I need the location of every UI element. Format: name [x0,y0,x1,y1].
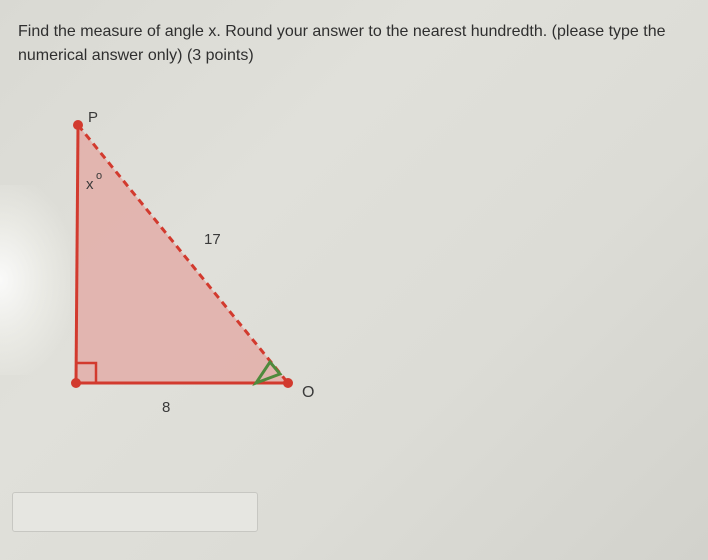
question-text: Find the measure of angle x. Round your answer to the nearest hundredth. (please type the numerical answer only) (3 points) [18,23,666,64]
angle-x-label: x [86,176,94,193]
vertex-right-angle-dot [71,378,81,388]
hypotenuse-label: 17 [204,231,221,248]
base-label: 8 [162,399,171,416]
vertex-o-dot [283,378,293,388]
answer-input[interactable] [12,492,258,532]
vertex-o-label: O [302,384,315,401]
vertex-p-label: P [88,109,99,126]
vertex-p-dot [73,120,83,130]
side-vertical [76,125,78,383]
degree-symbol: o [96,170,103,182]
